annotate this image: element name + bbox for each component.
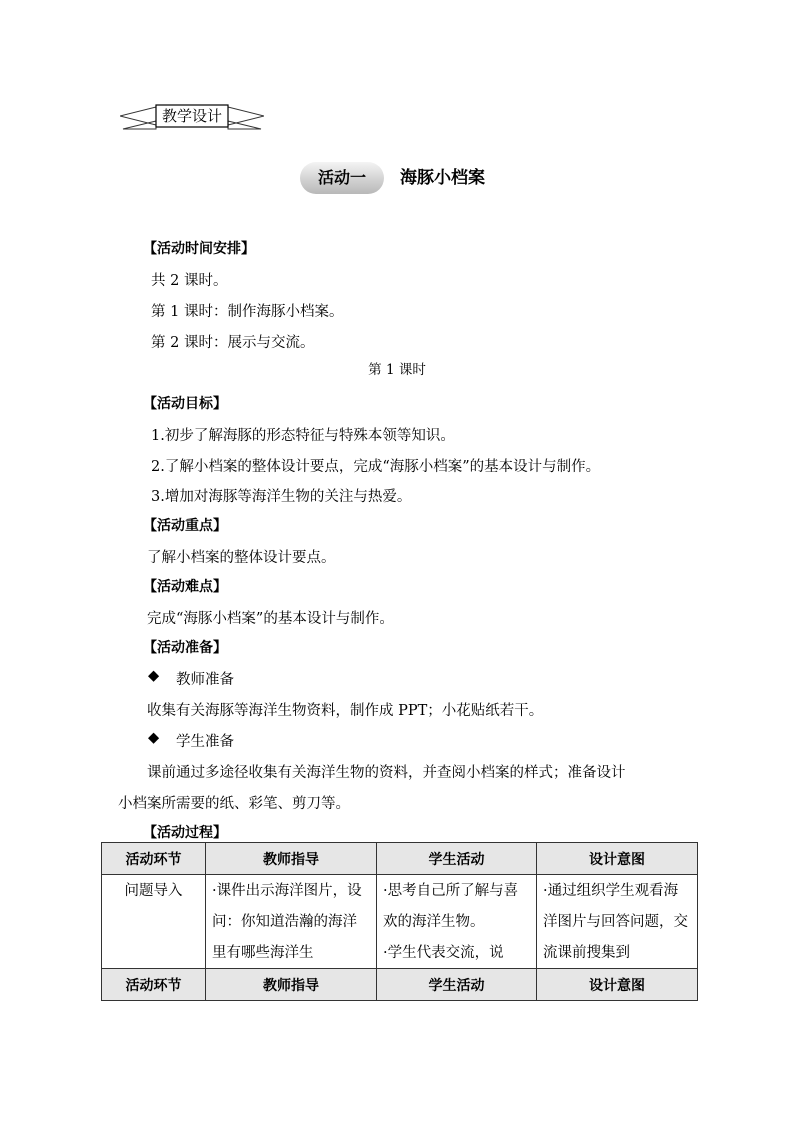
column-header-student: 学生活动 [377,843,537,875]
goals-heading: 【活动目标】 [143,396,227,412]
table-header-row-repeat [102,969,698,1001]
activity-tag: 活动一 [300,162,384,194]
row-student-cell [377,875,537,969]
schedule-line-3: 第 2 课时：展示与交流。 [151,335,315,351]
section-banner [120,101,264,131]
column-header-teacher: 教师指导 [206,843,377,875]
column-header-teacher-repeat: 教师指导 [206,969,377,1001]
process-heading: 【活动过程】 [143,825,227,841]
difficulty-text: 完成“海豚小档案”的基本设计与制作。 [147,611,394,627]
column-header-student-repeat: 学生活动 [377,969,537,1001]
schedule-line-1: 共 2 课时。 [151,273,228,289]
difficulty-heading: 【活动难点】 [143,579,227,595]
row-stage-cell: 问题导入 [102,875,206,969]
student-prep-text-2: 小档案所需要的纸、彩笔、剪刀等。 [118,796,350,812]
row-intent-text: ·通过组织学生观看海洋图片与回答问题，交流课前搜集到 [543,883,688,961]
goal-item-1: 1.初步了解海豚的形态特征与特殊本领等知识。 [151,428,455,444]
column-header-stage-repeat: 活动环节 [102,969,206,1001]
schedule-heading: 【活动时间安排】 [143,241,255,257]
key-point-text: 了解小档案的整体设计要点。 [147,550,336,566]
preparation-heading: 【活动准备】 [143,640,227,656]
row-student-text-2: ·学生代表交流，说 [383,945,504,961]
key-point-heading: 【活动重点】 [143,518,227,534]
schedule-line-2: 第 1 课时：制作海豚小档案。 [151,304,344,320]
student-prep-text-1: 课前通过多途径收集有关海洋生物的资料，并查阅小档案的样式；准备设计 [147,765,626,781]
lesson-title: 第 1 课时 [368,362,426,378]
teacher-prep-bullet: ◆ [148,668,160,684]
banner-label: 教学设计 [161,107,222,125]
student-prep-label: 学生准备 [176,734,234,750]
teacher-prep-text: 收集有关海豚等海洋生物资料，制作成 PPT；小花贴纸若干。 [147,703,544,719]
column-header-stage: 活动环节 [102,843,206,875]
row-teacher-text: ·课件出示海洋图片，设问：你知道浩瀚的海洋里有哪些海洋生 [212,883,362,961]
column-header-intent: 设计意图 [537,843,698,875]
row-intent-cell [537,875,698,969]
row-student-text-1: ·思考自己所了解与喜欢的海洋生物。 [383,883,519,930]
goal-item-2: 2.了解小档案的整体设计要点，完成“海豚小档案”的基本设计与制作。 [151,459,601,475]
teacher-prep-label: 教师准备 [176,672,234,688]
row-teacher-cell [206,875,377,969]
activity-title: 海豚小档案 [400,168,485,188]
table-row [102,875,698,969]
process-table [101,842,698,1001]
column-header-intent-repeat: 设计意图 [537,969,698,1001]
student-prep-bullet: ◆ [148,730,160,746]
table-header-row [102,843,698,875]
goal-item-3: 3.增加对海豚等海洋生物的关注与热爱。 [151,489,412,505]
row-student-clip [383,876,530,968]
